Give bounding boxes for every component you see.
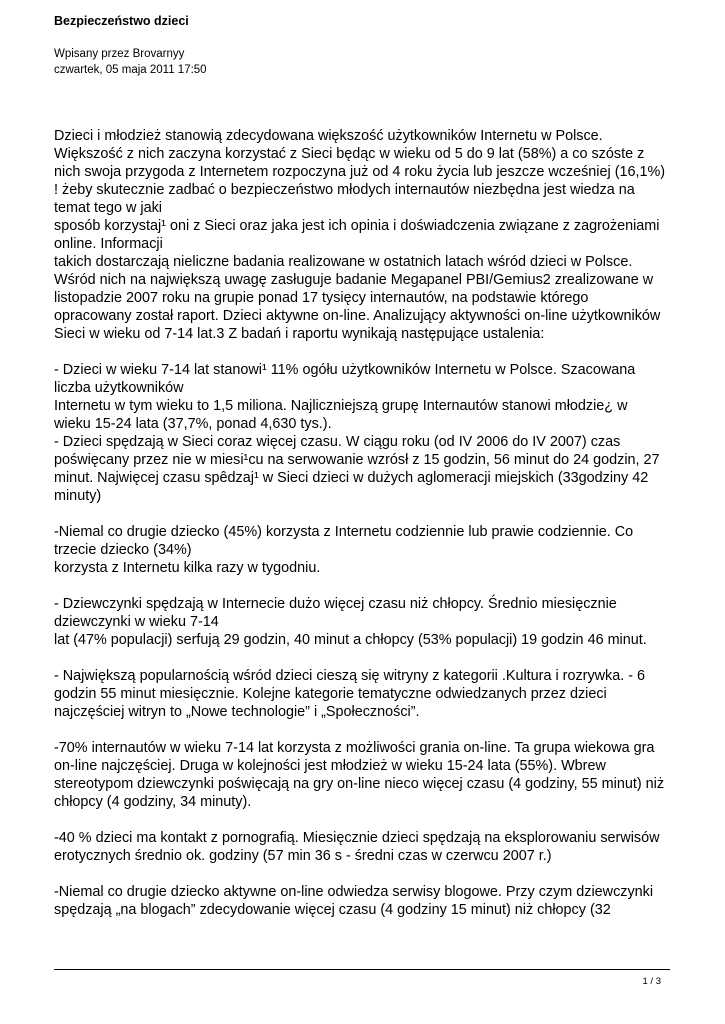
text-line: takich dostarczają nieliczne badania realizowane w ostatnich latach wśród dzieci w Polsce. [54, 254, 633, 270]
text-line: ! żeby skutecznie zadbać o bezpieczeństwo młodych internautów niezbędna jest wiedza na [54, 182, 635, 198]
text-line: Wśród nich na największą uwagę zasługuje badanie Megapanel PBI/Gemius2 zrealizowane w [54, 272, 654, 288]
paragraph [54, 883, 684, 919]
footer-divider [54, 969, 670, 970]
text-line: listopadzie 2007 roku na grupie ponad 17 tysięcy internautów, na podstawie którego [54, 290, 589, 306]
author-line: Wpisany przez Brovarnyy [54, 48, 185, 60]
text-line: korzysta z Internetu kilka razy w tygodniu. [54, 560, 321, 576]
text-line: opracowany został raport. Dzieci aktywne on-line. Analizujący aktywności on-line użytkowników [54, 308, 661, 324]
text-line: lat (47% populacji) serfują 29 godzin, 40 minut a chłopcy (53% populacji) 19 godzin 46 minut. [54, 632, 647, 648]
article-meta [54, 46, 207, 78]
text-line: Sieci w wieku od 7-14 lat.3 Z badań i raportu wynikają następujące ustalenia: [54, 326, 545, 342]
text-line: -Niemal co drugie dziecko aktywne on-line odwiedza serwisy blogowe. Przy czym dziewczynki [54, 884, 654, 900]
text-line: trzecie dziecko (34%) [54, 542, 192, 558]
text-line: - Największą popularnością wśród dzieci cieszą się witryny z kategorii .Kultura i rozrywka. - 6 [54, 668, 646, 684]
text-line: minut. Najwięcej czasu spêdzaj¹ w Sieci dzieci w dużych aglomeracji miejskich (33godziny 42 [54, 470, 649, 486]
paragraph [54, 523, 684, 577]
text-line: wieku 15-24 lata (37,7%, ponad 4,630 tys.). [54, 416, 332, 432]
text-line: poświęcany przez nie w miesi¹cu na serwowanie wzrósł z 15 godzin, 56 minut do 24 godzin, 27 [54, 452, 660, 468]
text-line: temat tego w jaki [54, 200, 162, 216]
text-line: -Niemal co drugie dziecko (45%) korzysta z Internetu codziennie lub prawie codziennie. Co [54, 524, 634, 540]
text-line: spędzają „na blogach” zdecydowanie więcej czasu (4 godziny 15 minut) niż chłopcy (32 [54, 902, 611, 918]
date-line: czwartek, 05 maja 2011 17:50 [54, 64, 207, 76]
article-body [54, 127, 684, 937]
text-line: Większość z nich zaczyna korzystać z Sieci będąc w wieku od 5 do 9 lat (58%) a co szóste z [54, 146, 645, 162]
text-line: Internetu w tym wieku to 1,5 miliona. Najliczniejszą grupę Internautów stanowi młodzie¿ w [54, 398, 628, 414]
paragraph [54, 739, 684, 811]
text-line: sposób korzystaj¹ oni z Sieci oraz jaka jest ich opinia i doświadczenia związane z zagrożeniami [54, 218, 660, 234]
text-line: minuty) [54, 488, 102, 504]
text-line: godzin 55 minut miesięcznie. Kolejne kategorie tematyczne odwiedzanych przez dzieci [54, 686, 607, 702]
paragraph [54, 667, 684, 721]
text-line: -40 % dzieci ma kontakt z pornografią. Miesięcznie dzieci spędzają na eksplorowaniu serwisów [54, 830, 660, 846]
text-line: erotycznych średnio ok. godziny (57 min 36 s - średni czas w czerwcu 2007 r.) [54, 848, 552, 864]
article-title: Bezpieczeństwo dzieci [54, 14, 189, 28]
text-line: nich swoja przygoda z Internetem rozpoczyna już od 4 roku życia lub jeszcze wcześniej (16,1%) [54, 164, 666, 180]
paragraph [54, 361, 684, 505]
text-line: - Dziewczynki spędzają w Internecie dużo więcej czasu niż chłopcy. Średnio miesięcznie [54, 596, 617, 612]
text-line: - Dzieci spędzają w Sieci coraz więcej czasu. W ciągu roku (od IV 2006 do IV 2007) czas [54, 434, 621, 450]
text-line: Dzieci i młodzież stanowią zdecydowana większość użytkowników Internetu w Polsce. [54, 128, 603, 144]
paragraph [54, 829, 684, 865]
text-line: on-line najczęściej. Druga w kolejności jest młodzież w wieku 15-24 lata (55%). Wbrew [54, 758, 606, 774]
text-line: -70% internautów w wieku 7-14 lat korzysta z możliwości grania on-line. Ta grupa wiekowa gra [54, 740, 655, 756]
paragraph [54, 595, 684, 649]
text-line: stereotypom dziewczynki poświęcają na gry on-line nieco więcej czasu (4 godziny, 55 minut) niż [54, 776, 665, 792]
paragraph [54, 127, 684, 343]
text-line: online. Informacji [54, 236, 163, 252]
text-line: liczba użytkowników [54, 380, 184, 396]
text-line: najczęściej witryn to „Nowe technologie” i „Społeczności”. [54, 704, 420, 720]
page-number: 1 / 3 [642, 976, 661, 987]
text-line: dziewczynki w wieku 7-14 [54, 614, 219, 630]
text-line: - Dzieci w wieku 7-14 lat stanowi¹ 11% ogółu użytkowników Internetu w Polsce. Szacowana [54, 362, 636, 378]
text-line: chłopcy (4 godziny, 34 minuty). [54, 794, 252, 810]
